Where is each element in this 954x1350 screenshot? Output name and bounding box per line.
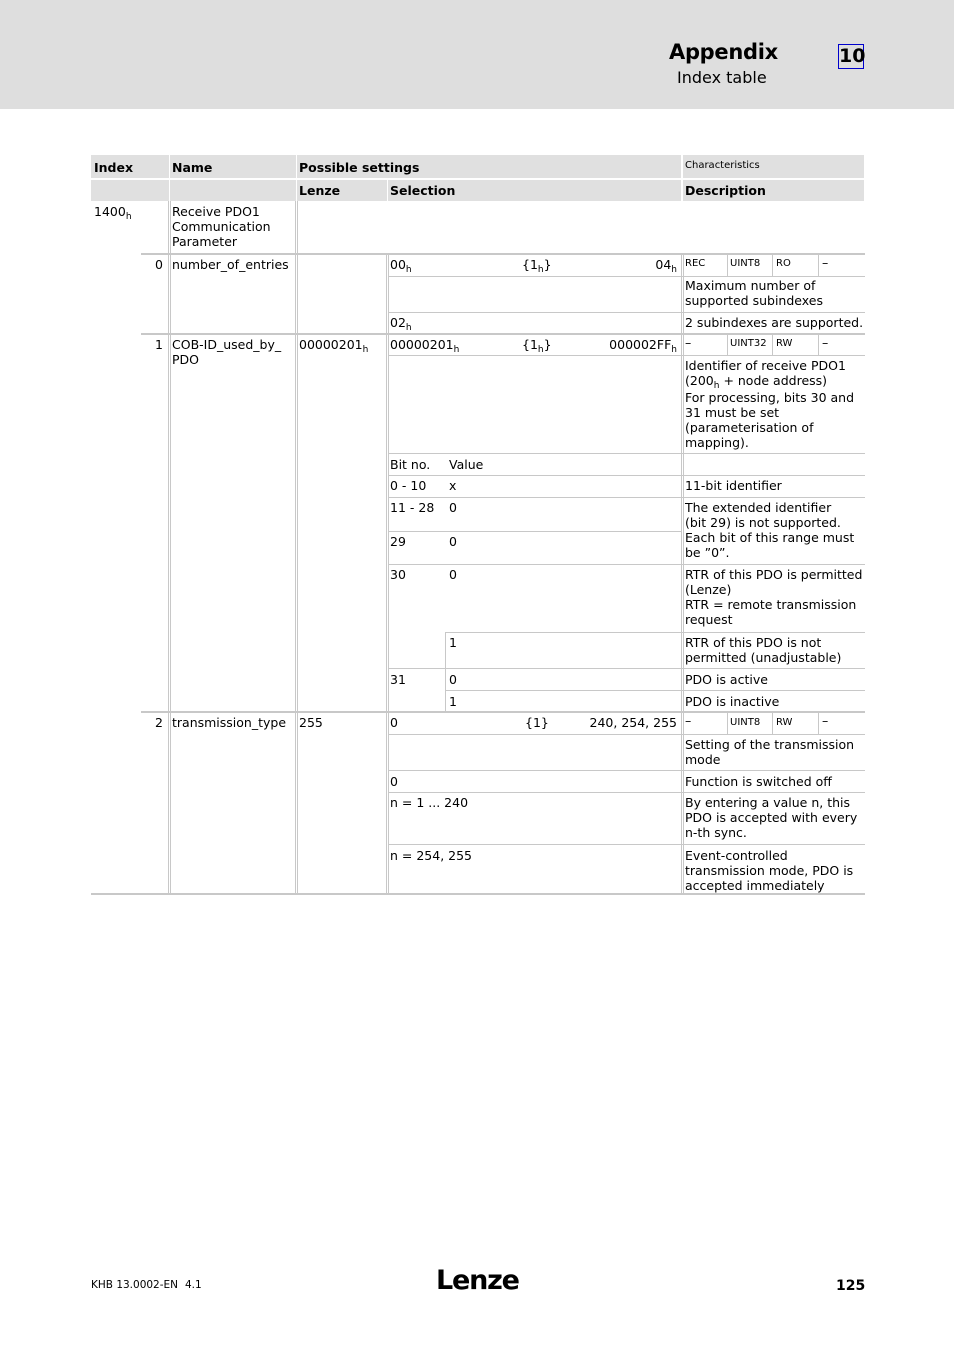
description-cell: The extended identifier (bit 29) is not supported. Each bit of this range must be ”0”.: [685, 500, 855, 560]
description-cell: PDO is inactive: [685, 694, 780, 709]
description-cell: 2 subindexes are supported.: [685, 315, 864, 330]
page-title: Appendix: [669, 40, 778, 64]
selection-value: n = 254, 255: [390, 848, 473, 863]
document-version: 4.1: [185, 1279, 202, 1291]
page-number: 125: [836, 1278, 866, 1294]
subindex-number: 2: [155, 715, 163, 730]
col-header-lenze: Lenze: [299, 183, 341, 198]
selection-max: 240, 254, 255: [589, 715, 677, 730]
char-object-type: –: [685, 335, 692, 350]
bit-value: 1: [449, 635, 457, 650]
col-header-selection: Selection: [390, 183, 456, 198]
char-extra: –: [822, 713, 829, 728]
description-cell: Maximum number of supported subindexes: [685, 278, 823, 308]
lenze-default: 255: [299, 715, 323, 730]
char-access: RW: [776, 338, 793, 349]
description-cell: ($200_h$ + node address): [685, 373, 828, 391]
lenze-logo: Lenze: [436, 1265, 519, 1296]
subindex-name: COB-ID_used_by_ PDO: [172, 337, 282, 367]
description-cell: RTR of this PDO is permitted (Lenze) RTR = remote transmission request: [685, 567, 863, 627]
bit-no-label: Bit no.: [390, 457, 431, 472]
char-object-type: REC: [685, 258, 706, 269]
bit-value: 1: [449, 694, 457, 709]
bit-number: 0 - 10: [390, 478, 427, 493]
bit-number: 31: [390, 672, 406, 687]
subindex-number: 0: [155, 257, 163, 272]
selection-step: $\{1_h\}$: [522, 257, 552, 275]
selection-min: $00_h$: [390, 257, 412, 275]
selection-min: $00000201_h$: [390, 337, 460, 355]
description-cell: RTR of this PDO is not permitted (unadjustable): [685, 635, 842, 665]
entry-name: Receive PDO1 Communication Parameter: [172, 204, 271, 249]
col-header-possible-settings: Possible settings: [299, 160, 420, 175]
selection-max: $04_h$: [655, 257, 677, 275]
bit-number: 11 - 28: [390, 500, 435, 515]
description-cell: Event-controlled transmission mode, PDO is accepted immediately: [685, 848, 854, 893]
bit-value: 0: [449, 534, 457, 549]
char-extra: –: [822, 255, 829, 270]
document-id: KHB 13.0002-EN: [91, 1279, 179, 1291]
description-cell: PDO is active: [685, 672, 768, 687]
description-cell: Identifier of receive PDO1: [685, 358, 846, 373]
char-data-type: UINT32: [730, 338, 767, 349]
col-header-name: Name: [172, 160, 213, 175]
selection-step: $\{1_h\}$: [522, 337, 552, 355]
bit-value: 0: [449, 672, 457, 687]
col-header-description: Description: [685, 183, 766, 198]
lenze-default: $00000201_h$: [299, 337, 369, 355]
selection-value: $02_h$: [390, 315, 412, 333]
subindex-number: 1: [155, 337, 163, 352]
index-value: $1400_h$: [94, 204, 132, 222]
char-access: RW: [776, 717, 793, 728]
char-data-type: UINT8: [730, 717, 761, 728]
col-header-characteristics: Characteristics: [685, 160, 760, 171]
selection-step: {1}: [525, 715, 549, 730]
col-header-index: Index: [94, 160, 134, 175]
value-label: Value: [449, 457, 484, 472]
selection-value: n = 1 ... 240: [390, 795, 469, 810]
description-cell: Function is switched off: [685, 774, 832, 789]
char-data-type: UINT8: [730, 258, 761, 269]
bit-value: x: [449, 478, 457, 493]
description-cell: 11-bit identifier: [685, 478, 782, 493]
bit-number: 29: [390, 534, 406, 549]
subindex-name: number_of_entries: [172, 257, 289, 272]
bit-value: 0: [449, 500, 457, 515]
page-subtitle: Index table: [677, 68, 767, 87]
char-extra: –: [822, 335, 829, 350]
description-cell: For processing, bits 30 and 31 must be set (parameterisation of mapping).: [685, 390, 855, 450]
chapter-number-link[interactable]: 10: [839, 45, 866, 67]
selection-min: 0: [390, 715, 398, 730]
header-band: [0, 0, 954, 109]
selection-max: $000002FF_h$: [609, 337, 677, 355]
bit-value: 0: [449, 567, 457, 582]
char-access: RO: [776, 258, 791, 269]
selection-value: 0: [390, 774, 398, 789]
description-cell: By entering a value n, this PDO is accepted with every n-th sync.: [685, 795, 858, 840]
char-object-type: –: [685, 713, 692, 728]
bit-number: 30: [390, 567, 406, 582]
description-cell: Setting of the transmission mode: [685, 737, 855, 767]
subindex-name: transmission_type: [172, 715, 287, 730]
